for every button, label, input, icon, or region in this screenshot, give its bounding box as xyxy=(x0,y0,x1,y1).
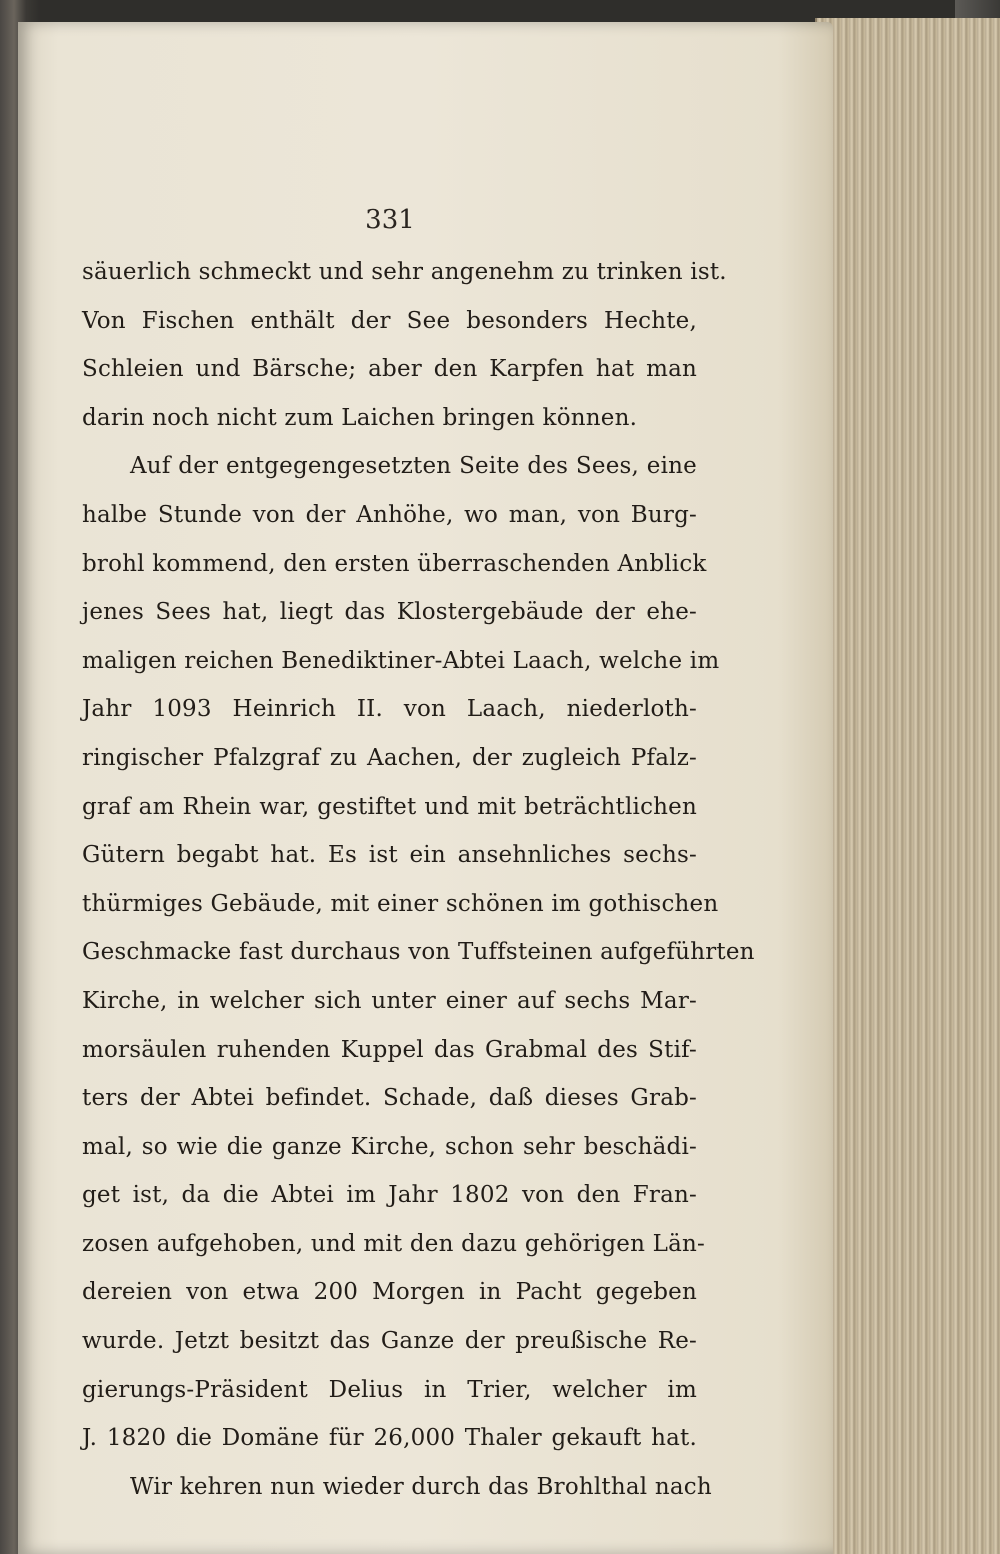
text-line: wurde. Jetzt besitzt das Ganze der preußische Re- xyxy=(82,1328,697,1355)
text-line: ringischer Pfalzgraf zu Aachen, der zugleich Pfalz- xyxy=(82,744,697,771)
text-line: Von Fischen enthält der See besonders Hechte, xyxy=(82,307,697,334)
text-line: säuerlich schmeckt und sehr angenehm zu trinken ist. xyxy=(82,259,727,285)
text-line: thürmiges Gebäude, mit einer schönen im gothischen xyxy=(82,890,719,917)
text-line: Jahr 1093 Heinrich II. von Laach, niederloth- xyxy=(82,696,697,723)
text-line: darin noch nicht zum Laichen bringen können. xyxy=(82,404,638,431)
text-line: mal, so wie die ganze Kirche, schon sehr beschädi- xyxy=(82,1133,697,1160)
page-number: 331 xyxy=(365,205,415,235)
text-line: Schleien und Bärsche; aber den Karpfen hat man xyxy=(82,356,697,383)
text-line: brohl kommend, den ersten überraschenden Anblick xyxy=(82,550,707,577)
body-text xyxy=(82,248,755,1511)
paragraph-start-line: Auf der entgegengesetzten Seite des Sees, eine xyxy=(130,453,697,480)
text-line: halbe Stunde von der Anhöhe, wo man, von Burg- xyxy=(82,501,697,528)
text-line: dereien von etwa 200 Morgen in Pacht gegeben xyxy=(82,1279,697,1306)
text-line: Geschmacke fast durchaus von Tuffsteinen aufgeführten xyxy=(82,939,755,966)
text-line: morsäulen ruhenden Kuppel das Grabmal des Stif- xyxy=(82,1036,697,1063)
text-line: Gütern begabt hat. Es ist ein ansehnliches sechs- xyxy=(82,842,697,869)
text-line: maligen reichen Benediktiner-Abtei Laach, welche im xyxy=(82,647,720,674)
text-line: jenes Sees hat, liegt das Klostergebäude der ehe- xyxy=(82,599,697,626)
paragraph-start-line: Wir kehren nun wieder durch das Brohlthal nach xyxy=(130,1473,712,1500)
text-line: zosen aufgehoben, und mit den dazu gehörigen Län- xyxy=(82,1230,705,1257)
text-line: Kirche, in welcher sich unter einer auf sechs Mar- xyxy=(82,987,697,1014)
text-line: ters der Abtei befindet. Schade, daß dieses Grab- xyxy=(82,1085,697,1112)
text-line: get ist, da die Abtei im Jahr 1802 von den Fran- xyxy=(82,1182,697,1209)
text-line: gierungs-Präsident Delius in Trier, welcher im xyxy=(82,1376,697,1403)
page-edges xyxy=(815,18,1000,1554)
text-line: graf am Rhein war, gestiftet und mit beträchtlichen xyxy=(82,793,697,820)
book-page xyxy=(18,22,833,1554)
text-line: J. 1820 die Domäne für 26,000 Thaler gekauft hat. xyxy=(82,1425,697,1452)
